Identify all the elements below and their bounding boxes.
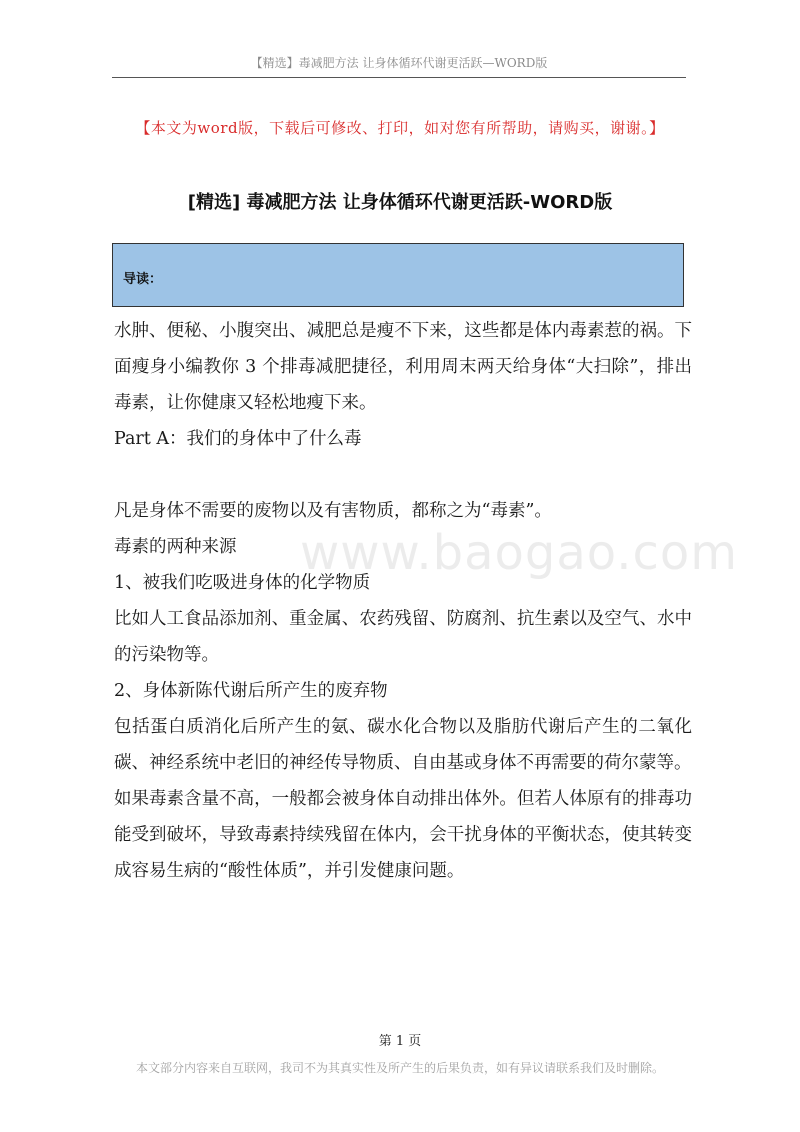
section-heading-part-a: Part A：我们的身体中了什么毒 [114,429,362,449]
toxin-definition-paragraph: 凡是身体不需要的废物以及有害物质，都称之为“毒素”。 [114,501,552,521]
footer-disclaimer: 本文部分内容来自互联网，我司不为其真实性及所产生的后果负责，如有异议请联系我们及时删除。 [135,1061,664,1075]
blank-line [114,457,692,493]
purchase-notice: 【本文为word版，下载后可修改、打印，如对您有所帮助，请购买，谢谢。】 [135,119,665,137]
source-2-heading: 2、身体新陈代谢后所产生的废弃物 [114,681,388,701]
source-1-heading: 1、被我们吃吸进身体的化学物质 [114,573,371,593]
watermark: www.baogao.com [300,525,739,581]
page-number: 第 1 页 [378,1034,422,1049]
intro-paragraph: 水肿、便秘、小腹突出、减肥总是瘦不下来，这些都是体内毒素惹的祸。下面瘦身小编教你 3 个排毒减肥捷径，利用周末两天给身体“大扫除”，排出毒素，让你健康又轻松地瘦下来。 [114,321,692,413]
source-1-paragraph: 比如人工食品添加剂、重金属、农药残留、防腐剂、抗生素以及空气、水中的污染物等。 [114,609,692,665]
conclusion-paragraph: 如果毒素含量不高，一般都会被身体自动排出体外。但若人体原有的排毒功能受到破坏，导致毒素持续残留在体内，会干扰身体的平衡状态，使其转变成容易生病的“酸性体质”，并引发健康问题。 [114,789,692,881]
body-content [114,313,692,889]
document-title: [精选] 毒减肥方法 让身体循环代谢更活跃-WORD版 [187,192,613,213]
source-2-paragraph: 包括蛋白质消化后所产生的氨、碳水化合物以及脂肪代谢后产生的二氧化碳、神经系统中老旧的神经传导物质、自由基或身体不再需要的荷尔蒙等。 [114,717,692,773]
lead-label: 导读： [123,272,163,287]
toxin-sources-heading: 毒素的两种来源 [114,537,237,557]
lead-box [112,243,684,307]
running-header: 【精选】毒减肥方法 让身体循环代谢更活跃—WORD版 [112,54,686,78]
